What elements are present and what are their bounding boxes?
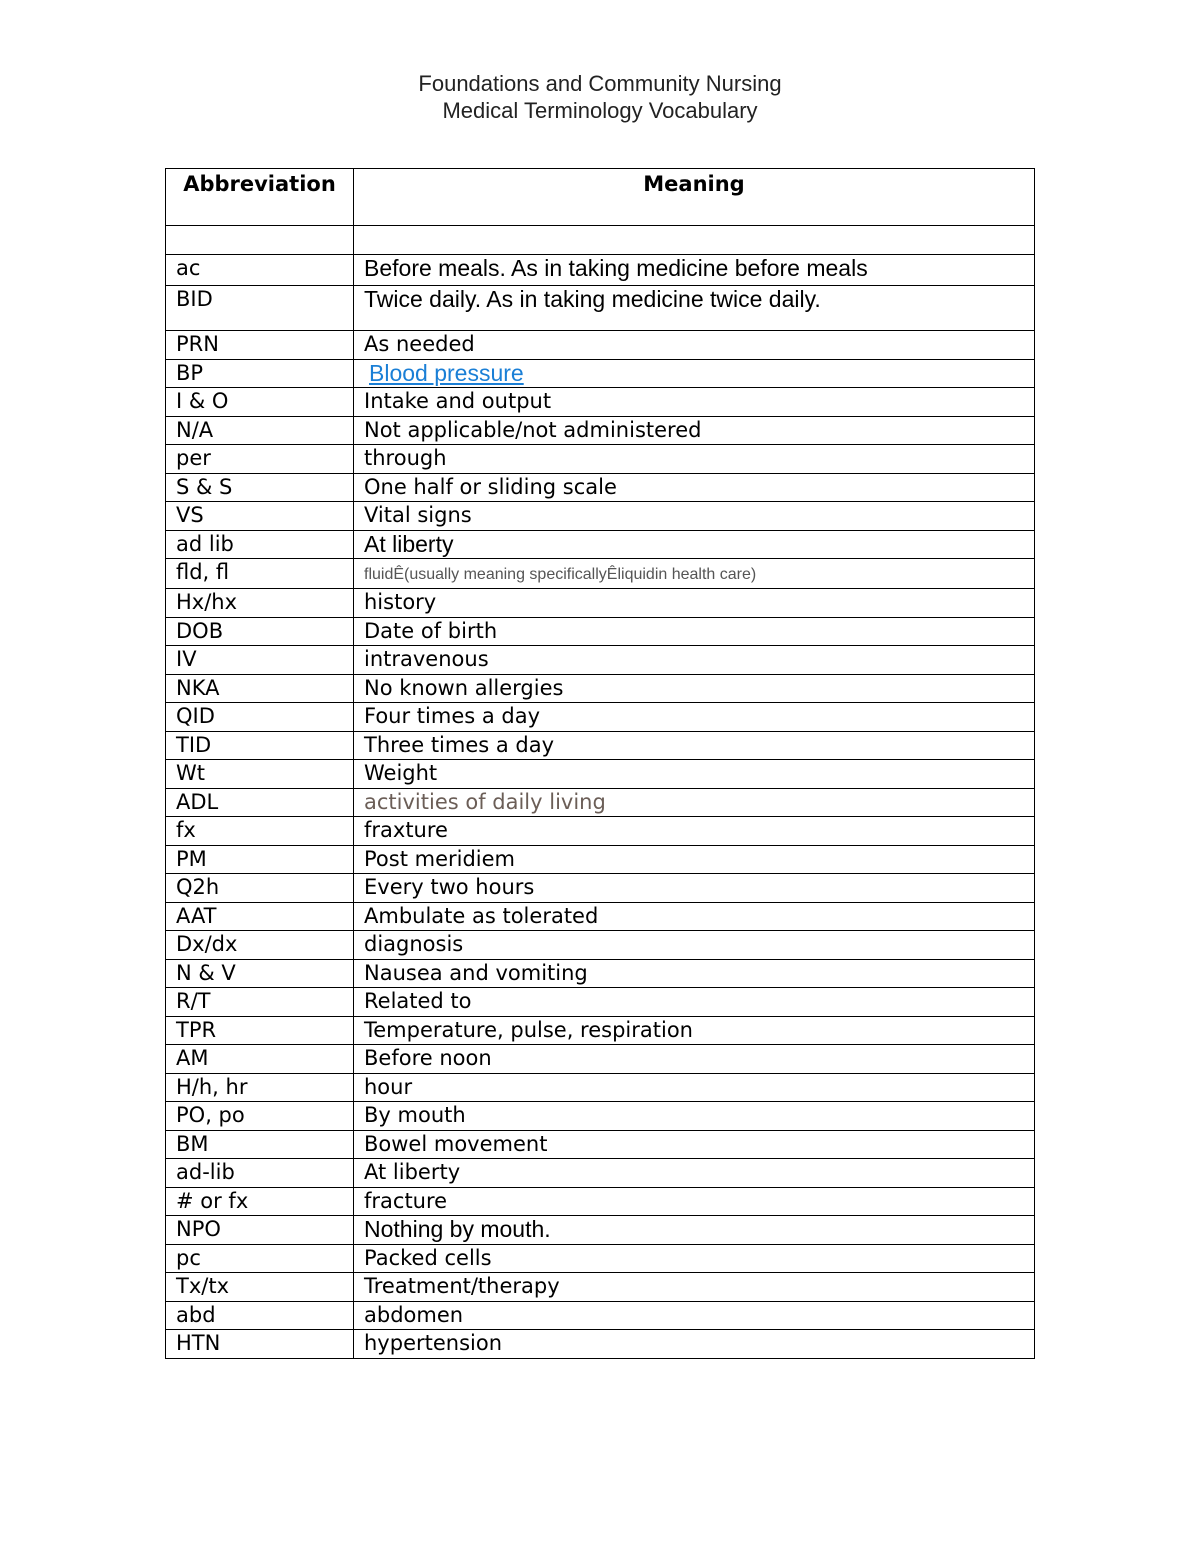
- abbreviation-cell: BP: [166, 359, 354, 388]
- abbreviation-cell: ad-lib: [166, 1159, 354, 1188]
- abbreviation-cell: Dx/dx: [166, 931, 354, 960]
- meaning-cell: [354, 286, 1035, 331]
- meaning-cell: [354, 530, 1035, 559]
- table-row: [166, 331, 1035, 360]
- abbreviation-cell: NKA: [166, 674, 354, 703]
- table-row: [166, 502, 1035, 531]
- abbreviation-cell: TID: [166, 731, 354, 760]
- table-row: [166, 1073, 1035, 1102]
- meaning-cell: [354, 731, 1035, 760]
- abbreviation-cell: IV: [166, 646, 354, 675]
- table-row: [166, 617, 1035, 646]
- meaning-text: At liberty: [364, 1160, 461, 1184]
- meaning-text: Not applicable/not administered: [364, 417, 702, 442]
- table-row: [166, 255, 1035, 286]
- abbreviation-column-header: Abbreviation: [166, 169, 354, 226]
- meaning-cell: [354, 1244, 1035, 1273]
- abbreviation-cell: ac: [166, 255, 354, 286]
- table-row: [166, 1159, 1035, 1188]
- meaning-text: Date of birth: [364, 618, 498, 643]
- document-title: Medical Terminology Vocabulary: [442, 98, 758, 123]
- meaning-column-header: Meaning: [354, 169, 1035, 226]
- abbreviation-cell: N & V: [166, 959, 354, 988]
- vocabulary-table: [165, 168, 1035, 1359]
- meaning-text: Twice daily. As in taking medicine twice daily.: [364, 286, 821, 312]
- abbreviation-cell: [166, 226, 354, 255]
- meaning-text: One half or sliding scale: [364, 474, 617, 499]
- course-title: Foundations and Community Nursing: [418, 71, 782, 96]
- table-row: [166, 416, 1035, 445]
- meaning-cell: [354, 589, 1035, 618]
- meaning-cell: [354, 617, 1035, 646]
- meaning-text: As needed: [364, 332, 475, 356]
- abbreviation-cell: BM: [166, 1130, 354, 1159]
- abbreviation-cell: HTN: [166, 1330, 354, 1359]
- table-row: [166, 988, 1035, 1017]
- meaning-cell: [354, 1216, 1035, 1245]
- abbreviation-cell: R/T: [166, 988, 354, 1017]
- meaning-cell: [354, 788, 1035, 817]
- meaning-text: intravenous: [364, 647, 489, 671]
- table-row: [166, 473, 1035, 502]
- meaning-cell: [354, 1130, 1035, 1159]
- meaning-cell: [354, 1301, 1035, 1330]
- table-row: [166, 874, 1035, 903]
- meaning-cell: [354, 226, 1035, 255]
- meaning-text: Before meals. As in taking medicine before meals: [364, 255, 868, 281]
- table-row: [166, 931, 1035, 960]
- table-row: [166, 731, 1035, 760]
- table-row: [166, 902, 1035, 931]
- meaning-cell: [354, 1102, 1035, 1131]
- abbreviation-cell: abd: [166, 1301, 354, 1330]
- meaning-cell: [354, 1159, 1035, 1188]
- meaning-text: Before noon: [364, 1046, 492, 1070]
- abbreviation-cell: # or fx: [166, 1187, 354, 1216]
- abbreviation-cell: Q2h: [166, 874, 354, 903]
- abbreviation-cell: BID: [166, 286, 354, 331]
- meaning-text: Bowel movement: [364, 1131, 548, 1156]
- meaning-cell: [354, 1187, 1035, 1216]
- table-row: [166, 445, 1035, 474]
- abbreviation-cell: pc: [166, 1244, 354, 1273]
- abbreviation-cell: per: [166, 445, 354, 474]
- abbreviation-cell: ad lib: [166, 530, 354, 559]
- meaning-cell: [354, 902, 1035, 931]
- abbreviation-cell: PM: [166, 845, 354, 874]
- abbreviation-cell: PO, po: [166, 1102, 354, 1131]
- table-row: [166, 1244, 1035, 1273]
- abbreviation-cell: Tx/tx: [166, 1273, 354, 1302]
- abbreviation-cell: PRN: [166, 331, 354, 360]
- meaning-cell: [354, 760, 1035, 789]
- meaning-text: Temperature, pulse, respiration: [364, 1017, 693, 1042]
- meaning-text: Treatment/therapy: [364, 1274, 560, 1298]
- table-row: [166, 674, 1035, 703]
- table-row: [166, 703, 1035, 732]
- meaning-text: Nausea and vomiting: [364, 960, 588, 985]
- table-row: [166, 286, 1035, 331]
- document-header: [0, 70, 1200, 124]
- meaning-text: history: [364, 590, 437, 614]
- table-row: [166, 559, 1035, 589]
- meaning-text: activities of daily living: [364, 789, 606, 814]
- table-row: [166, 1016, 1035, 1045]
- abbreviation-cell: DOB: [166, 617, 354, 646]
- meaning-text: diagnosis: [364, 932, 464, 956]
- table-row: [166, 1102, 1035, 1131]
- abbreviation-cell: H/h, hr: [166, 1073, 354, 1102]
- meaning-text: Nothing by mouth.: [364, 1216, 551, 1242]
- abbreviation-cell: N/A: [166, 416, 354, 445]
- abbreviation-cell: ADL: [166, 788, 354, 817]
- meaning-text: Every two hours: [364, 875, 535, 899]
- meaning-cell: [354, 331, 1035, 360]
- meaning-cell: [354, 473, 1035, 502]
- table-row: [166, 1330, 1035, 1359]
- meaning-cell: [354, 1016, 1035, 1045]
- meaning-text: Four times a day: [364, 704, 541, 728]
- abbreviation-cell: TPR: [166, 1016, 354, 1045]
- meaning-text: Packed cells: [364, 1245, 492, 1270]
- meaning-cell: [354, 1073, 1035, 1102]
- meaning-text: hypertension: [364, 1331, 503, 1355]
- abbreviation-cell: Wt: [166, 760, 354, 789]
- meaning-text: through: [364, 446, 447, 470]
- meaning-text: Related to: [364, 989, 472, 1013]
- table-row: [166, 589, 1035, 618]
- meaning-cell: [354, 959, 1035, 988]
- table-row: [166, 1301, 1035, 1330]
- table-row: [166, 1273, 1035, 1302]
- abbreviation-cell: S & S: [166, 473, 354, 502]
- table-row: [166, 359, 1035, 388]
- meaning-cell: [354, 988, 1035, 1017]
- table-row: [166, 959, 1035, 988]
- abbreviation-cell: Hx/hx: [166, 589, 354, 618]
- meaning-text: No known allergies: [364, 675, 564, 700]
- meaning-cell: [354, 931, 1035, 960]
- meaning-cell: [354, 359, 1035, 388]
- empty-row: [166, 226, 1035, 255]
- meaning-cell: [354, 445, 1035, 474]
- meaning-cell: [354, 703, 1035, 732]
- abbreviation-cell: NPO: [166, 1216, 354, 1245]
- table-row: [166, 530, 1035, 559]
- meaning-text: By mouth: [364, 1103, 466, 1127]
- table-row: [166, 1187, 1035, 1216]
- meaning-text: fluidÊ(usually meaning specificallyÊliquidin health care): [364, 566, 757, 583]
- table-row: [166, 1130, 1035, 1159]
- meaning-cell: [354, 674, 1035, 703]
- abbreviation-cell: fx: [166, 817, 354, 846]
- table-row: [166, 817, 1035, 846]
- table-row: [166, 845, 1035, 874]
- meaning-cell: [354, 388, 1035, 417]
- meaning-cell: [354, 255, 1035, 286]
- meaning-text: fraxture: [364, 818, 448, 842]
- meaning-cell: [354, 1045, 1035, 1074]
- meaning-text: Weight: [364, 761, 438, 785]
- meaning-cell: [354, 845, 1035, 874]
- meaning-text: abdomen: [364, 1302, 464, 1327]
- meaning-text: At liberty: [364, 530, 454, 557]
- table-row: [166, 788, 1035, 817]
- meaning-text: Ambulate as tolerated: [364, 903, 599, 928]
- meaning-cell: [354, 559, 1035, 589]
- meaning-text: Post meridiem: [364, 846, 515, 871]
- meaning-cell: [354, 1330, 1035, 1359]
- abbreviation-cell: AAT: [166, 902, 354, 931]
- abbreviation-cell: QID: [166, 703, 354, 732]
- meaning-cell: [354, 1273, 1035, 1302]
- abbreviation-cell: fld, fl: [166, 559, 354, 589]
- meaning-text: Intake and output: [364, 389, 552, 413]
- table-row: [166, 388, 1035, 417]
- abbreviation-cell: I & O: [166, 388, 354, 417]
- abbreviation-cell: VS: [166, 502, 354, 531]
- meaning-cell: [354, 817, 1035, 846]
- blood-pressure-link[interactable]: Blood pressure: [369, 359, 524, 386]
- table-row: [166, 760, 1035, 789]
- table-header-row: [166, 169, 1035, 226]
- table-row: [166, 1216, 1035, 1245]
- meaning-cell: [354, 416, 1035, 445]
- meaning-cell: [354, 874, 1035, 903]
- meaning-text: fracture: [364, 1188, 448, 1213]
- abbreviation-cell: AM: [166, 1045, 354, 1074]
- meaning-cell: [354, 646, 1035, 675]
- meaning-text: Vital signs: [364, 503, 472, 527]
- table-row: [166, 646, 1035, 675]
- meaning-cell: [354, 502, 1035, 531]
- meaning-text: Three times a day: [364, 732, 555, 757]
- meaning-text: hour: [364, 1074, 413, 1099]
- table-row: [166, 1045, 1035, 1074]
